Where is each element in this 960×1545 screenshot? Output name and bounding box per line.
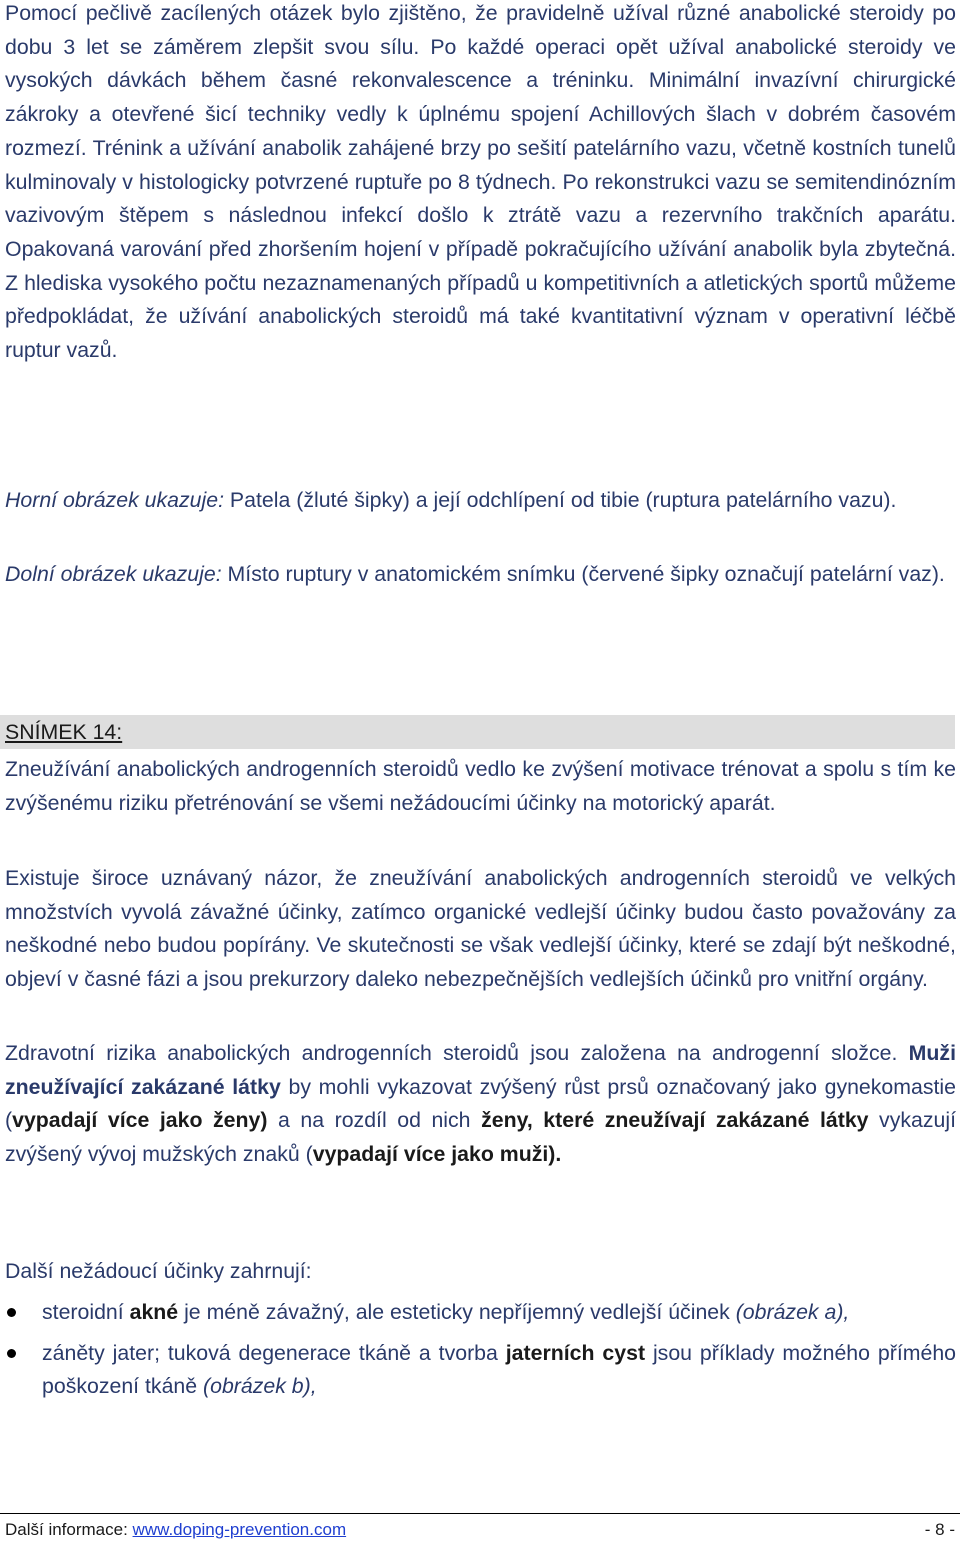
intro-sentence-5: Opakovaná varování před zhoršením hojení v případě pokračujícího užívání anabolik byla zbytečná. xyxy=(5,236,956,261)
section-paragraph-3-bold-women: ženy, které zneužívají zakázané látky xyxy=(481,1108,869,1133)
caption-top xyxy=(5,484,956,518)
list-item-bold: jaterních cyst xyxy=(505,1340,646,1365)
page-number: - 8 - xyxy=(924,1520,955,1539)
caption-top-text: Patela (žluté šipky) a její odchlípení od tibie (ruptura patelárního vazu). xyxy=(224,488,897,512)
list-item-reference: (obrázek b), xyxy=(203,1374,317,1399)
footer-label: Další informace: xyxy=(5,1520,133,1539)
footer-link[interactable]: www.doping-prevention.com xyxy=(132,1520,347,1539)
intro-sentence-1: Pomocí pečlivě zacílených otázek bylo zjištěno, že pravidelně užíval různé anabolické steroidy po dobu 3 let se záměrem zlepšit svou sílu. Po každé operaci opět užíval anabolické steroidy ve vysokých dávkách během časné rekonvalescence a tréninku. xyxy=(5,1,956,93)
intro-sentence-6: Z hlediska vysokého počtu nezaznamenaných případů u kompetitivních a atletických sportů můžeme předpokládat, že užívání anabolických steroidů má také kvantitativní význam v operativní léčbě ruptur vazů. xyxy=(5,270,956,363)
list-item-text: steroidní xyxy=(42,1300,130,1324)
list-item-text: záněty jater; tuková degenerace tkáně a tvorba xyxy=(42,1340,506,1365)
section-heading: SNÍMEK 14: xyxy=(5,720,123,744)
intro-sentence-3: Trénink a užívání anabolik zahájené brzy po sešití patelárního vazu, včetně kostních tunelů kulminovaly v histologicky potvrzené ruptuře po 8 týdnech. xyxy=(5,135,956,194)
section-paragraph-3-bold-men: Muži zneužívající zakázané látky xyxy=(5,1041,956,1099)
section-paragraph-2-text-a: Existuje široce uznávaný názor, že zneužívání anabolických androgenních steroidů ve velkých množstvích vyvolá závažné účinky, zatímco organické vedlejší účinky budou často považovány za neškodné nebo budou popírány. xyxy=(5,866,956,958)
section-paragraph-2 xyxy=(5,862,956,997)
caption-bottom-label: Dolní obrázek ukazuje: xyxy=(5,562,222,586)
section-paragraph-1-text: Zneužívání anabolických androgenních steroidů vedlo ke zvýšení motivace trénovat a spolu s tím ke zvýšenému riziku přetrénování se všemi nežádoucími účinky na motorický aparát. xyxy=(5,757,956,815)
footer xyxy=(5,1519,955,1541)
effects-intro-text: Další nežádoucí účinky zahrnují: xyxy=(5,1259,312,1283)
intro-sentence-2: Minimální invazívní chirurgické zákroky a otevřené šicí techniky vedly k úplnému spojení Achillových šlach v dobrém časovém rozmezí. xyxy=(5,68,956,160)
section-paragraph-3-text-c: by mohli vykazovat zvýšený růst prsů označovaný jako gynekomastie ( xyxy=(5,1074,956,1133)
effects-intro xyxy=(5,1255,956,1289)
bullet-icon xyxy=(7,1349,16,1358)
list-item-text: jsou příklady možného přímého poškození tkáně xyxy=(42,1340,957,1399)
caption-bottom xyxy=(5,558,956,592)
list-item xyxy=(5,1296,956,1330)
section-heading-bar xyxy=(0,715,955,749)
list-item xyxy=(5,1337,956,1404)
section-paragraph-3-bold-women-look: vypadají více jako ženy) xyxy=(12,1108,268,1133)
section-paragraph-3-text-a: Zdravotní rizika anabolických androgenních steroidů jsou založena na androgenní složce. xyxy=(5,1041,909,1065)
section-paragraph-3 xyxy=(5,1037,956,1172)
section-paragraph-3-bold-men-look: vypadají více jako muži). xyxy=(312,1142,562,1167)
section-paragraph-2-text-b: Ve skutečnosti se však vedlejší účinky, které se zdají být neškodné, objeví v časné fázi a jsou prekurzory daleko nebezpečnějších vedlejších účinků pro vnitřní orgány. xyxy=(5,933,956,992)
section-paragraph-1 xyxy=(5,753,956,820)
intro-sentence-4: Po rekonstrukci vazu se semitendinózním vazivovým štěpem s následnou infekcí došlo k ztrátě vazu a rezervního trakčních aparátu. xyxy=(5,169,956,228)
bullet-icon xyxy=(7,1308,16,1317)
list-item-bold: akné xyxy=(129,1300,179,1324)
section-paragraph-3-text-e: a na rozdíl od nich xyxy=(267,1108,482,1133)
list-item-text: je méně závažný, ale esteticky nepříjemný vedlejší účinek xyxy=(178,1300,736,1324)
intro-paragraph xyxy=(5,0,956,368)
effects-list xyxy=(5,1296,956,1404)
footer-divider xyxy=(0,1513,960,1514)
section-paragraph-3-text-g: vykazují zvýšený vývoj mužských znaků ( xyxy=(5,1108,956,1167)
caption-bottom-text: Místo ruptury v anatomickém snímku (červené šipky označují patelární vaz). xyxy=(221,562,945,586)
caption-top-label: Horní obrázek ukazuje: xyxy=(5,488,225,512)
list-item-reference: (obrázek a), xyxy=(735,1300,850,1324)
